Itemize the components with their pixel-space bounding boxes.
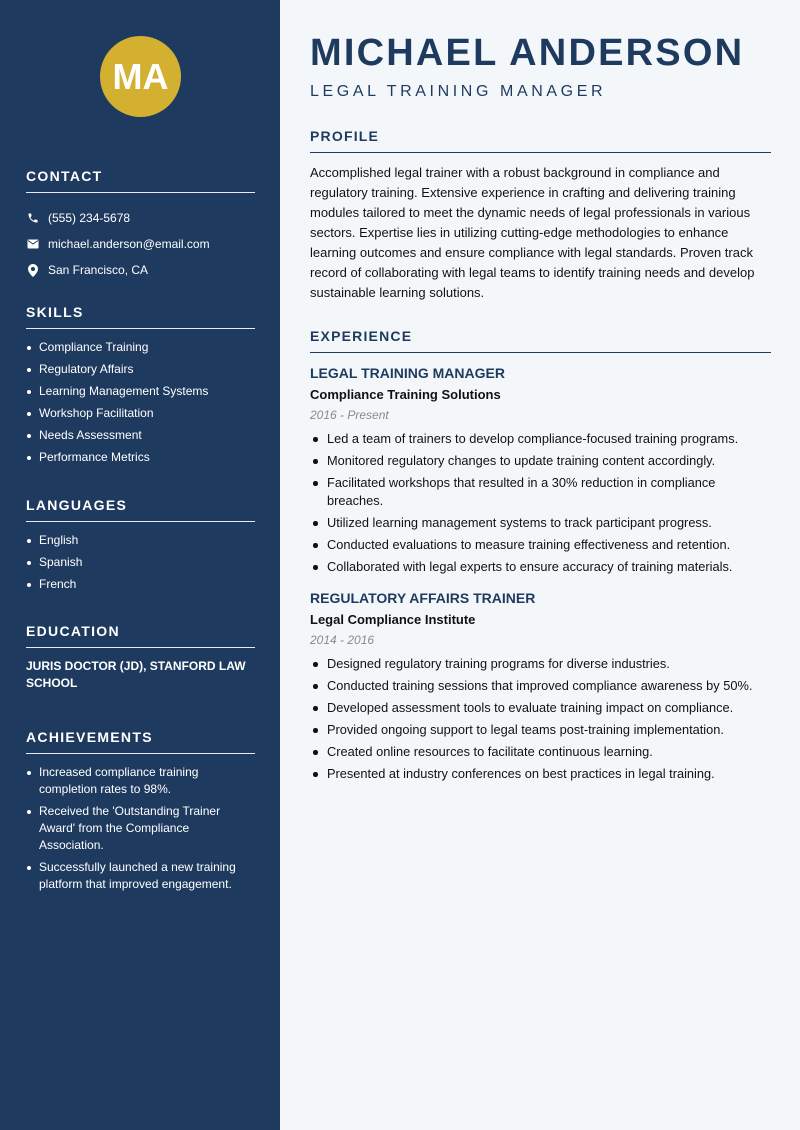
job-dates: 2016 - Present	[310, 408, 389, 422]
languages-heading: LANGUAGES	[26, 497, 255, 522]
job-bullet: Monitored regulatory changes to update training content accordingly.	[310, 452, 771, 470]
achievements-section	[26, 729, 255, 898]
job-company: Legal Compliance Institute	[310, 612, 476, 627]
job-bullet: Facilitated workshops that resulted in a 30% reduction in compliance breaches.	[310, 474, 771, 510]
achievement-item: Increased compliance training completion rates to 98%.	[26, 764, 255, 798]
skill-item: Workshop Facilitation	[26, 405, 255, 422]
email-text: michael.anderson@email.com	[48, 237, 210, 251]
location-text: San Francisco, CA	[48, 263, 149, 277]
languages-section	[26, 497, 255, 598]
job-bullet: Led a team of trainers to develop compliance-focused training programs.	[310, 430, 771, 448]
phone-text: (555) 234-5678	[48, 211, 131, 225]
job-bullets	[310, 655, 771, 783]
job-bullet: Utilized learning management systems to track participant progress.	[310, 514, 771, 532]
experience-heading: EXPERIENCE	[310, 328, 771, 353]
achievements-list	[26, 764, 255, 893]
contact-heading: CONTACT	[26, 168, 255, 193]
profile-section	[310, 128, 771, 303]
language-item: Spanish	[26, 554, 255, 571]
job-bullet: Collaborated with legal experts to ensure accuracy of training materials.	[310, 558, 771, 576]
job-bullets	[310, 430, 771, 576]
experience-section	[310, 328, 771, 787]
email-icon	[26, 238, 39, 251]
candidate-name: MICHAEL ANDERSON	[310, 32, 745, 74]
contact-phone	[26, 205, 255, 231]
achievement-item: Received the 'Outstanding Trainer Award' from the Compliance Association.	[26, 803, 255, 854]
job-title: LEGAL TRAINING MANAGER	[310, 365, 505, 381]
contact-list	[26, 205, 255, 283]
achievements-heading: ACHIEVEMENTS	[26, 729, 255, 754]
job-title: REGULATORY AFFAIRS TRAINER	[310, 590, 536, 606]
skill-item: Performance Metrics	[26, 449, 255, 466]
job-bullet: Designed regulatory training programs for diverse industries.	[310, 655, 771, 673]
education-section	[26, 623, 255, 692]
job-bullet: Conducted training sessions that improved compliance awareness by 50%.	[310, 677, 771, 695]
skills-heading: SKILLS	[26, 304, 255, 329]
profile-heading: PROFILE	[310, 128, 771, 153]
education-heading: EDUCATION	[26, 623, 255, 648]
skills-section	[26, 304, 255, 471]
skill-item: Needs Assessment	[26, 427, 255, 444]
avatar-initials: MA	[112, 55, 169, 97]
job-dates: 2014 - 2016	[310, 633, 375, 647]
location-pin-icon	[26, 264, 39, 277]
job-company: Compliance Training Solutions	[310, 387, 501, 402]
languages-list	[26, 532, 255, 593]
language-item: French	[26, 576, 255, 593]
achievement-item: Successfully launched a new training platform that improved engagement.	[26, 859, 255, 893]
contact-location	[26, 257, 255, 283]
education-degree: JURIS DOCTOR (JD), STANFORD LAW SCHOOL	[26, 659, 246, 690]
candidate-title: LEGAL TRAINING MANAGER	[310, 83, 607, 100]
contact-email	[26, 231, 255, 257]
job-entry	[310, 365, 771, 576]
contact-section	[26, 168, 255, 283]
job-bullet: Presented at industry conferences on best practices in legal training.	[310, 765, 771, 783]
job-bullet: Conducted evaluations to measure training effectiveness and retention.	[310, 536, 771, 554]
skill-item: Learning Management Systems	[26, 383, 255, 400]
job-entry	[310, 590, 771, 783]
phone-icon	[26, 212, 39, 225]
avatar	[100, 36, 181, 117]
language-item: English	[26, 532, 255, 549]
skills-list	[26, 339, 255, 466]
sidebar	[0, 0, 280, 1130]
job-bullet: Developed assessment tools to evaluate training impact on compliance.	[310, 699, 771, 717]
job-bullet: Created online resources to facilitate continuous learning.	[310, 743, 771, 761]
skill-item: Regulatory Affairs	[26, 361, 255, 378]
job-bullet: Provided ongoing support to legal teams post-training implementation.	[310, 721, 771, 739]
skill-item: Compliance Training	[26, 339, 255, 356]
profile-text: Accomplished legal trainer with a robust background in compliance and regulatory training. Extensive experience in crafting and delivering training modules tailored to meet the dynamic needs of legal professionals in various sectors. Expertise lies in utilizing cutting-edge methodologies to enhance learning outcomes and ensure compliance with legal standards. Proven track record of collaborating with legal teams to identify training needs and develop sustainable learning solutions.	[310, 165, 755, 300]
